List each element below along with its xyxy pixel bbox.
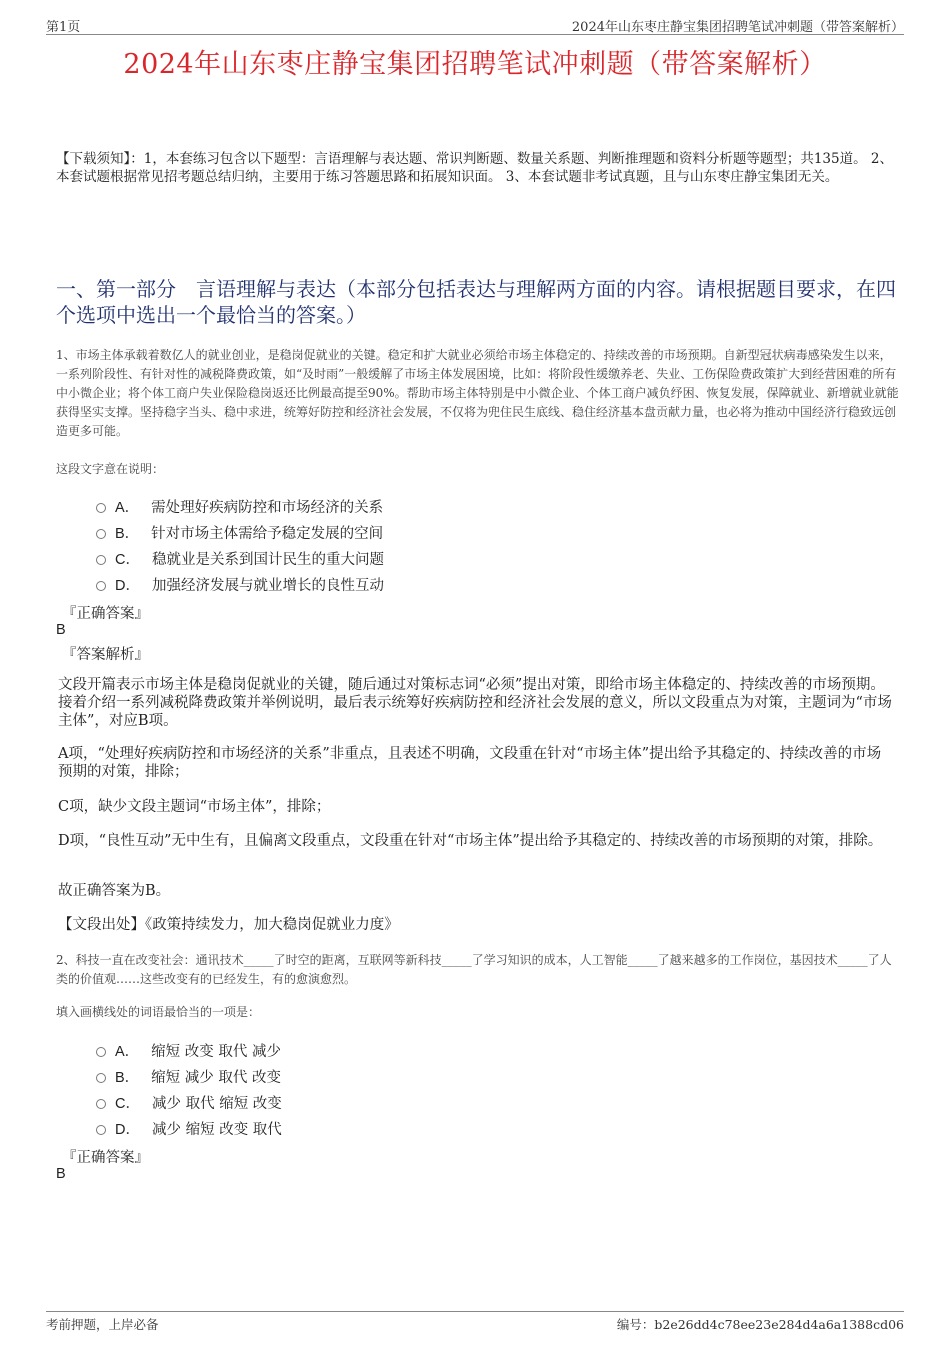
q1-source: 【文段出处】《政策持续发力，加大稳岗促就业力度》 — [58, 917, 399, 933]
q1-option-c[interactable]: C． 稳就业是关系到国计民生的重大问题 — [96, 545, 384, 571]
radio-icon[interactable] — [96, 1125, 106, 1135]
q1-answer: B — [56, 622, 66, 638]
page-header — [46, 14, 904, 35]
question-2-text: 2、科技一直在改变社会：通讯技术_____了时空的距离，互联网等新科技_____了学习知识的成本，人工智能_____了越来越多的工作岗位，基因技术_____了人类的价值观……这些改变有的已经发生，有的愈演愈烈。 — [56, 953, 892, 986]
question-1-options — [96, 493, 384, 597]
header-doc-title: 2024年山东枣庄静宝集团招聘笔试冲刺题（带答案解析） — [571, 20, 904, 35]
question-1-prompt: 这段文字意在说明： — [56, 462, 165, 476]
radio-icon[interactable] — [96, 1073, 106, 1083]
radio-icon[interactable] — [96, 555, 106, 565]
q2-option-a[interactable]: A． 缩短 改变 取代 减少 — [96, 1037, 282, 1063]
q2-option-d[interactable]: D． 减少 缩短 改变 取代 — [96, 1115, 282, 1141]
section-title: 一、第一部分 言语理解与表达（本部分包括表达与理解两方面的内容。请根据题目要求，在四个选项中选出一个最恰当的答案。） — [56, 277, 896, 327]
q1-analysis-label: 『答案解析』 — [62, 647, 149, 663]
radio-icon[interactable] — [96, 503, 106, 513]
radio-icon[interactable] — [96, 581, 106, 591]
footer-doc-id: 编号：b2e26dd4c78ee23e284d4a6a1388cd06 — [616, 1317, 904, 1332]
q1-analysis-para: 故正确答案为B。 — [58, 883, 171, 899]
radio-icon[interactable] — [96, 1099, 106, 1109]
q1-option-d[interactable]: D． 加强经济发展与就业增长的良性互动 — [96, 571, 384, 597]
radio-icon[interactable] — [96, 529, 106, 539]
q1-analysis-para: 文段开篇表示市场主体是稳岗促就业的关键，随后通过对策标志词“必须”提出对策，即给市场主体稳定的、持续改善的市场预期。接着介绍一系列减税降费政策并举例说明，最后表示统筹好疾病防控和经济社会发展的意义，所以文段重点为对策，主题词为“市场主体”，对应B项。 — [58, 677, 892, 729]
q1-analysis-para: D项，“良性互动”无中生有，且偏离文段重点，文段重在针对“市场主体”提出给予其稳定的、持续改善的市场预期的对策，排除。 — [58, 833, 883, 849]
q1-analysis-para: C项，缺少文段主题词“市场主体”，排除； — [58, 799, 331, 815]
page-number: 第1页 — [46, 20, 81, 35]
q1-answer-label: 『正确答案』 — [62, 606, 149, 622]
document-title: 2024年山东枣庄静宝集团招聘笔试冲刺题（带答案解析） — [123, 49, 827, 80]
q1-analysis-para: A项，“处理好疾病防控和市场经济的关系”非重点，且表述不明确，文段重在针对“市场主体”提出给予其稳定的、持续改善的市场预期的对策，排除； — [58, 746, 882, 780]
page-footer — [46, 1311, 904, 1332]
question-2-prompt: 填入画横线处的词语最恰当的一项是： — [56, 1005, 261, 1019]
q2-option-c[interactable]: C． 减少 取代 缩短 改变 — [96, 1089, 282, 1115]
radio-icon[interactable] — [96, 1047, 106, 1057]
q1-option-a[interactable]: A． 需处理好疾病防控和市场经济的关系 — [96, 493, 384, 519]
question-1-text: 1、市场主体承载着数亿人的就业创业，是稳岗促就业的关键。稳定和扩大就业必须给市场主体稳定的、持续改善的市场预期。自新型冠状病毒感染发生以来，一系列阶段性、有针对性的减税降费政策，如“及时雨”一般缓解了市场主体发展困境，比如：将阶段性缓缴养老、失业、工伤保险费政策扩大到经营困难的所有中小微企业；将个体工商户失业保险稳岗返还比例最高提至90%。帮助市场主体特别是中小微企业、个体工商户减负纾困、恢复发展，保障就业、新增就业就能获得坚实支撑。坚持稳字当头、稳中求进，统筹好防控和经济社会发展，不仅将为兜住民生底线、稳住经济基本盘贡献力量，也必将为推动中国经济行稳致远创造更多可能。 — [56, 348, 899, 438]
footer-slogan: 考前押题，上岸必备 — [46, 1317, 159, 1332]
q2-answer-label: 『正确答案』 — [62, 1150, 149, 1166]
download-notice: 【下载须知】：1，本套练习包含以下题型：言语理解与表达题、常识判断题、数量关系题、判断推理题和资料分析题等题型；共135道。 2、本套试题根据常见招考题总结归纳，主要用于练习答题思路和拓展知识面。 3、本套试题非考试真题，且与山东枣庄静宝集团无关。 — [56, 151, 893, 185]
q1-option-b[interactable]: B． 针对市场主体需给予稳定发展的空间 — [96, 519, 384, 545]
question-2-options — [96, 1037, 282, 1141]
q2-answer: B — [56, 1166, 66, 1182]
q2-option-b[interactable]: B． 缩短 减少 取代 改变 — [96, 1063, 282, 1089]
